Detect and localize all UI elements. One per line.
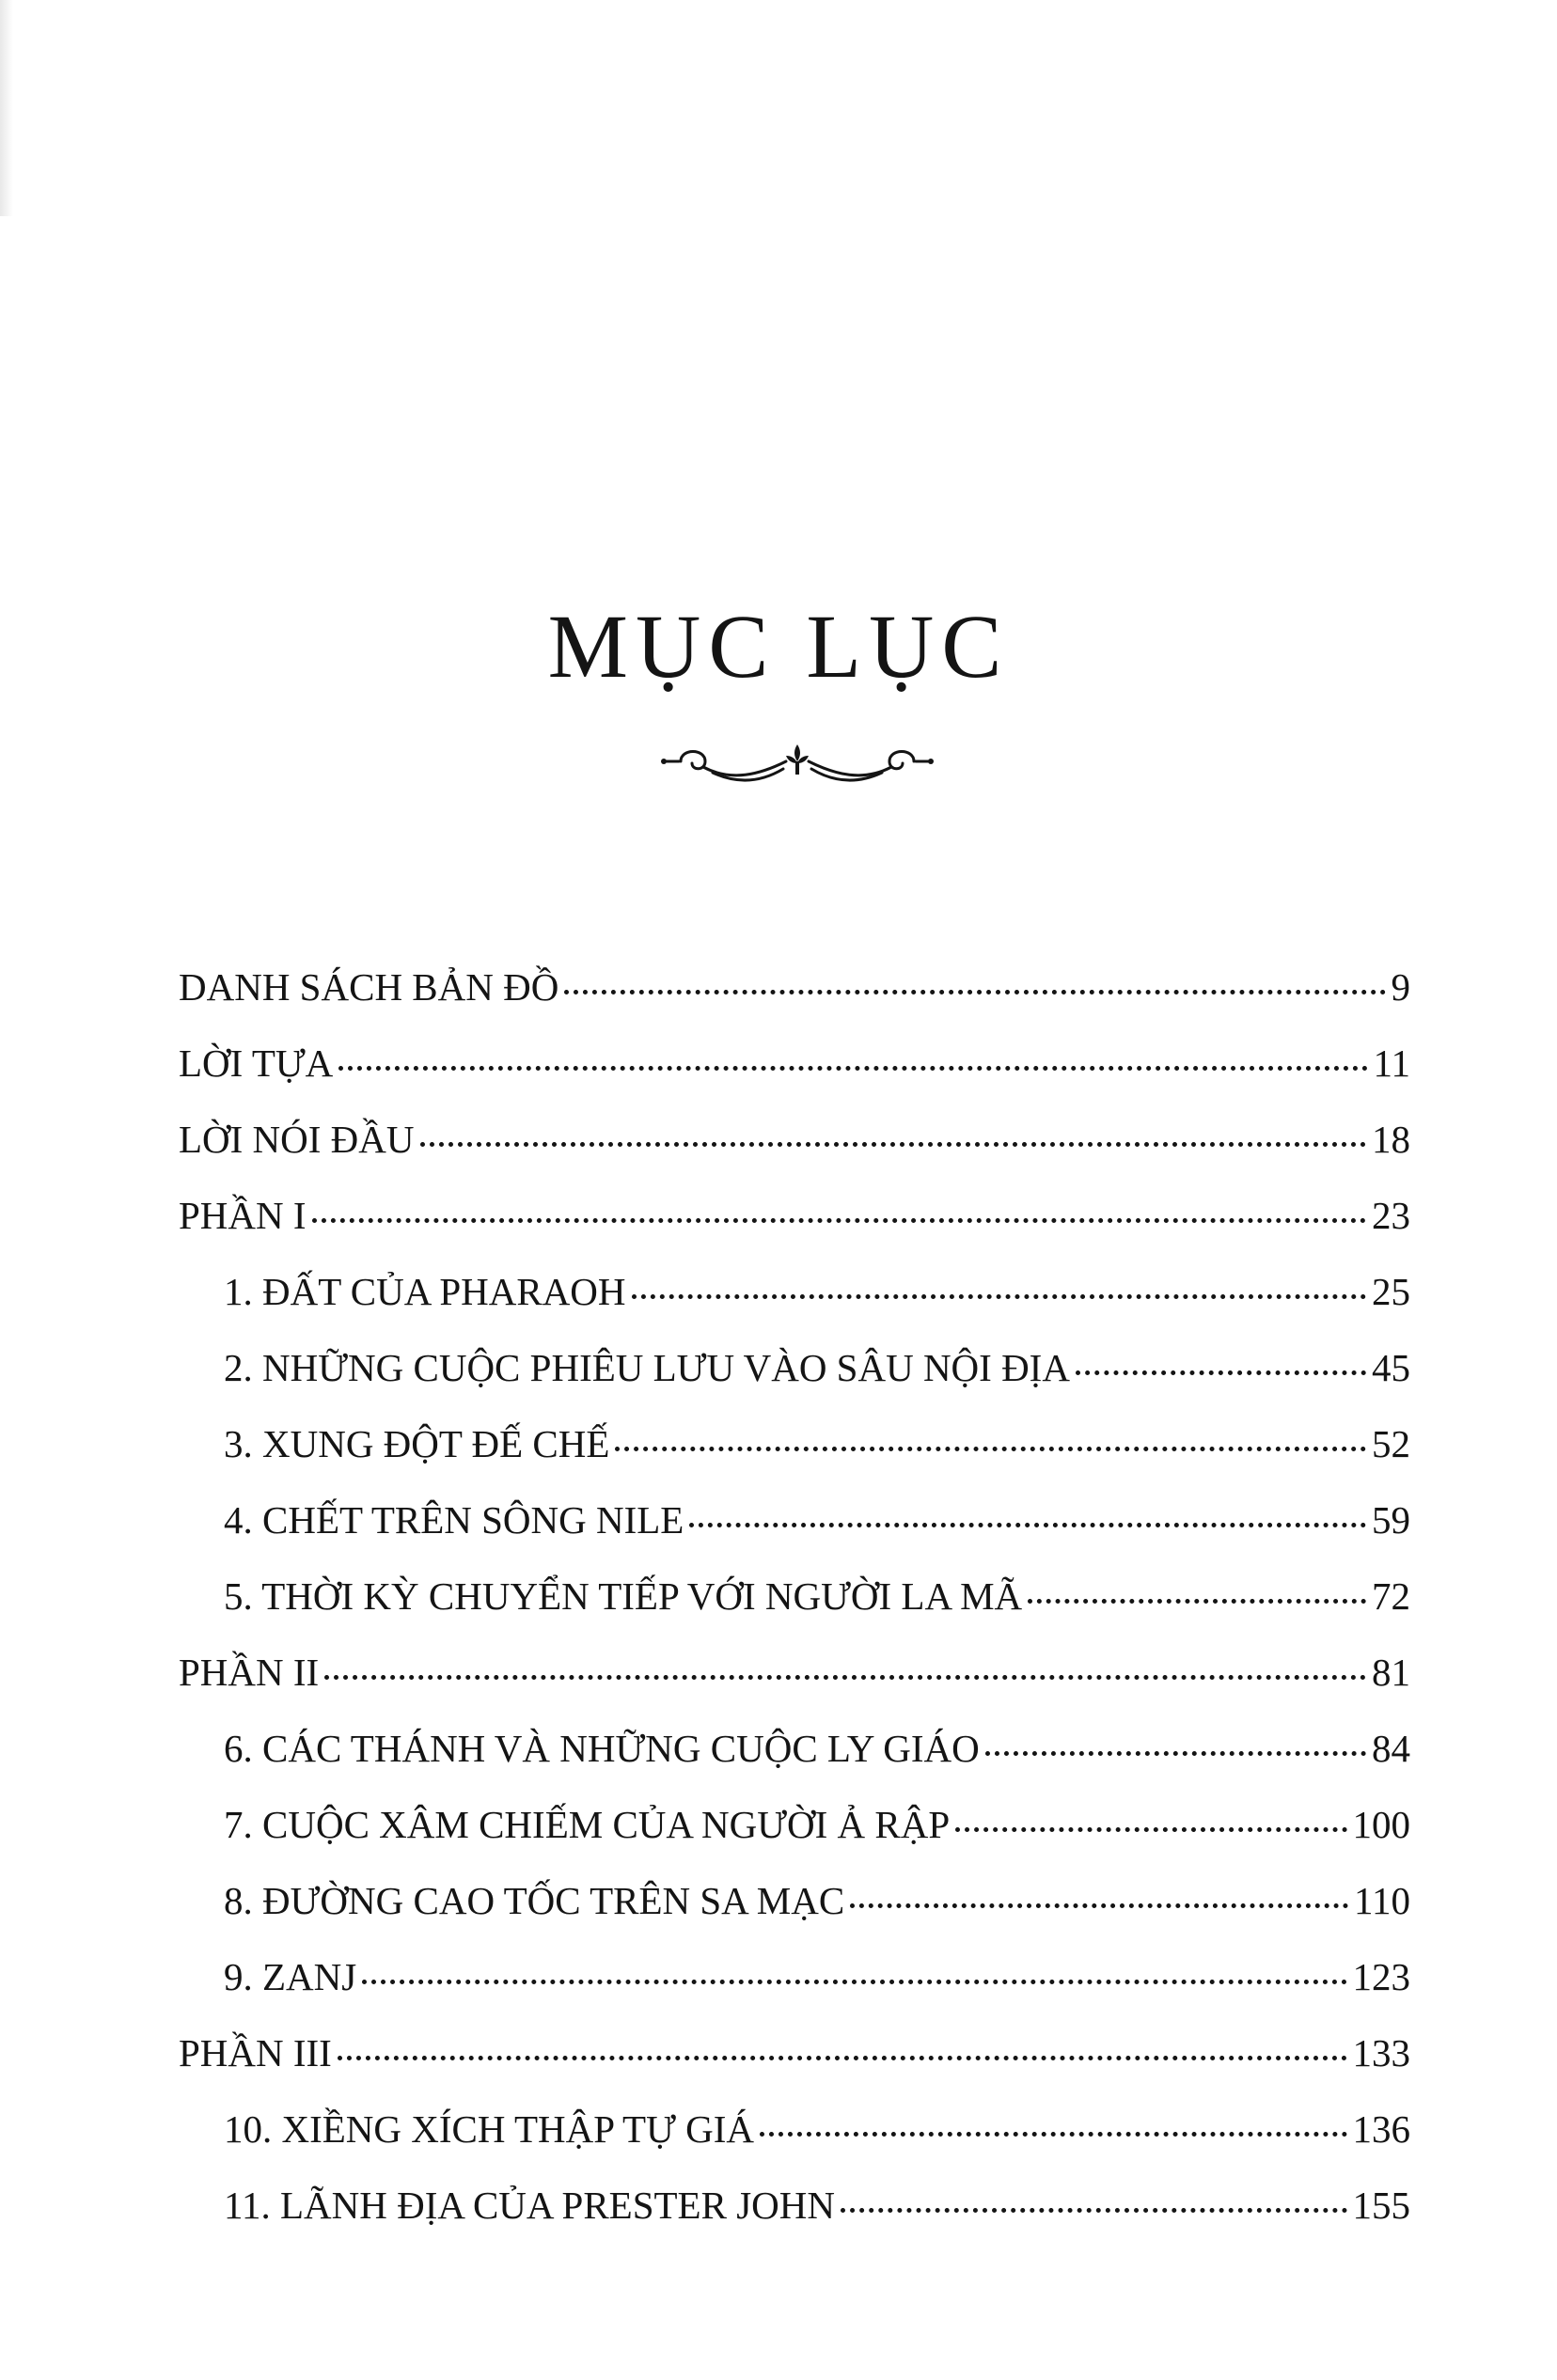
toc-entry[interactable] (179, 1026, 1410, 1102)
toc-entry-title: LỜI TỰA (179, 1041, 334, 1085)
toc-entry-title: 6. CÁC THÁNH VÀ NHỮNG CUỘC LY GIÁO (224, 1727, 980, 1770)
toc-entry-page: 100 (1352, 1803, 1410, 1846)
toc-entry[interactable] (179, 1406, 1410, 1482)
toc-entry-title: 3. XUNG ĐỘT ĐẾ CHẾ (224, 1422, 610, 1465)
dot-leader (615, 1447, 1366, 1451)
toc-entry-page: 9 (1391, 965, 1410, 1009)
dot-leader (312, 1218, 1366, 1223)
toc-entry[interactable] (179, 1635, 1410, 1711)
toc-entry-title: 2. NHỮNG CUỘC PHIÊU LƯU VÀO SÂU NỘI ĐỊA (224, 1346, 1070, 1389)
table-of-contents (179, 949, 1410, 2244)
toc-entry-title: 10. XIỀNG XÍCH THẬP TỰ GIÁ (224, 2107, 755, 2151)
toc-entry-title: DANH SÁCH BẢN ĐỒ (179, 965, 559, 1009)
toc-entry-page: 81 (1372, 1651, 1410, 1694)
dot-leader (338, 1066, 1367, 1071)
toc-entry-title: 1. ĐẤT CỦA PHARAOH (224, 1270, 626, 1313)
toc-entry-page: 45 (1372, 1346, 1410, 1389)
toc-entry-page: 110 (1354, 1879, 1410, 1922)
dot-leader (324, 1675, 1366, 1680)
toc-entry-page: 84 (1372, 1727, 1410, 1770)
toc-entry[interactable] (179, 1102, 1410, 1178)
dot-leader (689, 1523, 1366, 1527)
toc-entry-page: 123 (1352, 1955, 1410, 1998)
toc-entry-title: PHẦN I (179, 1194, 307, 1237)
toc-entry[interactable] (179, 2168, 1410, 2244)
toc-entry-title: 11. LÃNH ĐỊA CỦA PRESTER JOHN (224, 2184, 835, 2227)
scan-edge-shadow (0, 0, 13, 216)
toc-entry-title: 9. ZANJ (224, 1955, 357, 1998)
dot-leader (1076, 1370, 1366, 1375)
dot-leader (338, 2056, 1347, 2060)
dot-leader (760, 2132, 1346, 2137)
toc-entry-title: 7. CUỘC XÂM CHIẾM CỦA NGƯỜI Ả RẬP (224, 1803, 951, 1846)
toc-entry-page: 11 (1373, 1041, 1410, 1085)
toc-entry[interactable] (179, 1178, 1410, 1254)
dot-leader (955, 1827, 1346, 1832)
toc-entry[interactable] (179, 1330, 1410, 1406)
toc-entry-page: 72 (1372, 1574, 1410, 1618)
floral-divider-icon (647, 733, 948, 799)
dot-leader (564, 990, 1385, 994)
toc-entry[interactable] (179, 2091, 1410, 2168)
dot-leader (985, 1751, 1366, 1756)
dot-leader (420, 1142, 1366, 1147)
toc-entry[interactable] (179, 1482, 1410, 1558)
toc-entry-title: LỜI NÓI ĐẦU (179, 1118, 415, 1161)
toc-entry-title: PHẦN II (179, 1651, 320, 1694)
toc-entry-title: 4. CHẾT TRÊN SÔNG NILE (224, 1498, 684, 1542)
toc-entry-page: 133 (1352, 2031, 1410, 2075)
dot-leader (362, 1980, 1346, 1984)
toc-entry-title: 5. THỜI KỲ CHUYỂN TIẾP VỚI NGƯỜI LA MÃ (224, 1574, 1023, 1618)
toc-entry[interactable] (179, 1939, 1410, 2015)
toc-entry[interactable] (179, 2015, 1410, 2091)
toc-entry-page: 136 (1352, 2107, 1410, 2151)
toc-entry[interactable] (179, 1787, 1410, 1863)
toc-entry-title: PHẦN III (179, 2031, 332, 2075)
page-title: MỤC LỤC (547, 596, 1010, 697)
toc-entry-title: 8. ĐƯỜNG CAO TỐC TRÊN SA MẠC (224, 1879, 845, 1922)
toc-entry-page: 59 (1372, 1498, 1410, 1542)
toc-entry-page: 155 (1352, 2184, 1410, 2227)
dot-leader (632, 1294, 1366, 1299)
toc-entry[interactable] (179, 949, 1410, 1026)
toc-entry[interactable] (179, 1711, 1410, 1787)
toc-entry-page: 25 (1372, 1270, 1410, 1313)
dot-leader (841, 2208, 1347, 2213)
toc-entry-page: 52 (1372, 1422, 1410, 1465)
toc-entry[interactable] (179, 1254, 1410, 1330)
dot-leader (1028, 1599, 1366, 1604)
toc-entry-page: 18 (1372, 1118, 1410, 1161)
toc-entry-page: 23 (1372, 1194, 1410, 1237)
toc-entry[interactable] (179, 1558, 1410, 1635)
dot-leader (850, 1903, 1348, 1908)
toc-entry[interactable] (179, 1863, 1410, 1939)
